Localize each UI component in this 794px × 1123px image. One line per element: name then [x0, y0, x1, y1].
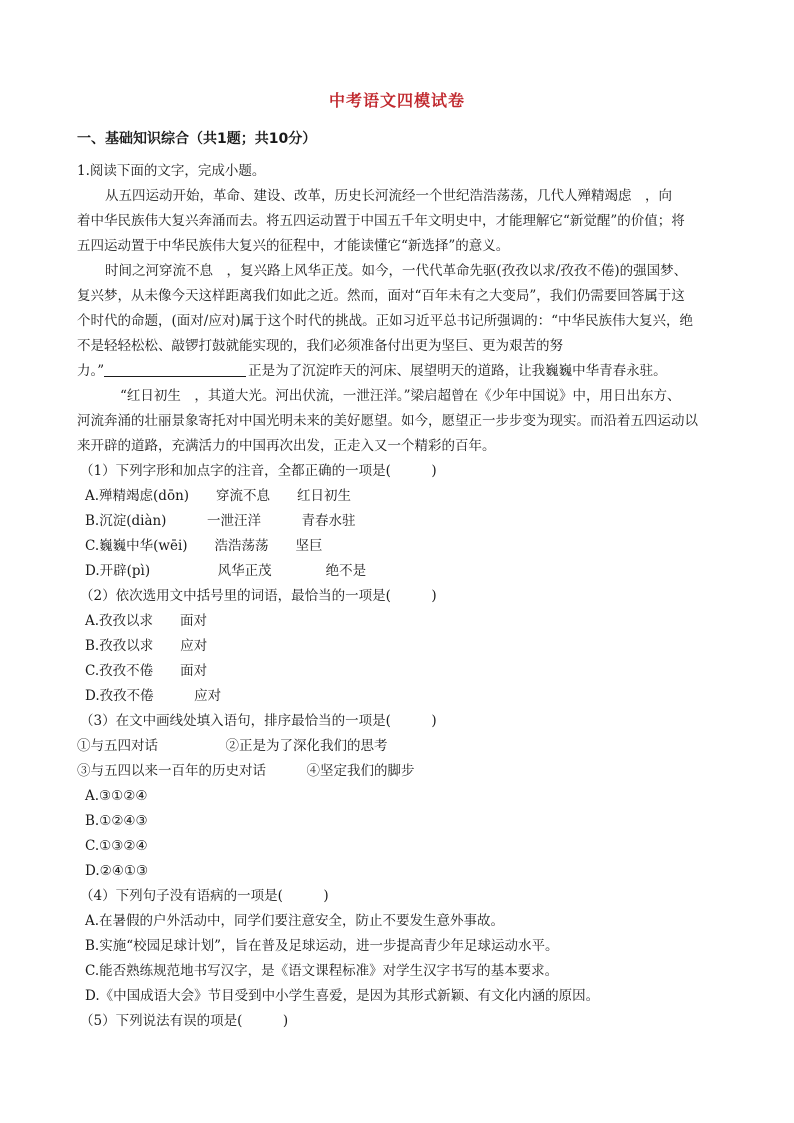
sentence-items: ③与五四以来一百年的历史对话 ④坚定我们的脚步: [77, 763, 415, 779]
option-d: D.孜孜不倦 应对: [85, 688, 222, 704]
passage-line: 时间之河穿流不息 ，复兴路上风华正茂。如今，一代代革命先驱(孜孜以求/孜孜不倦)的强国梦、: [105, 263, 688, 279]
option-c: C.巍巍中华(wēi) 浩浩荡荡 坚巨: [85, 538, 323, 554]
option-b: B.①②④③: [85, 813, 148, 829]
option-d: D.开辟(pì) 风华正茂 绝不是: [85, 563, 367, 579]
passage-line: 来开辟的道路，充满活力的中国再次出发，正走入又一个精彩的百年。: [77, 438, 496, 454]
question-stem: （5）下列说法有误的项是( ): [80, 1013, 289, 1029]
option-b: B.实施“校园足球计划”，旨在普及足球运动，进一步提高青少年足球运动水平。: [85, 938, 559, 954]
passage-line: 河流奔涌的壮丽景象寄托对中国光明未来的美好愿望。如今，愿望正一步步变为现实。而沿着五四运动以: [77, 413, 698, 429]
question-stem: （2）依次选用文中括号里的词语，最恰当的一项是( ): [80, 588, 437, 604]
passage-line: 五四运动置于中华民族伟大复兴的征程中，才能读懂它“新选择”的意义。: [77, 238, 510, 254]
option-a: A.在暑假的户外活动中，同学们要注意安全，防止不要发生意外事故。: [85, 913, 505, 929]
option-a: A.孜孜以求 面对: [85, 613, 208, 629]
option-c: C.①③②④: [85, 838, 148, 854]
passage-text: 正是为了沉淀昨天的河床、展望明天的道路，让我巍巍中华青春永驻。: [248, 363, 667, 379]
section-heading: 一、基础知识综合（共1题；共10分）: [77, 131, 317, 147]
fill-in-blank: [104, 362, 246, 377]
question-stem: （3）在文中画线处填入语句，排序最恰当的一项是( ): [80, 713, 437, 729]
passage-line: 复兴梦，从未像今天这样距离我们如此之近。然而，面对“百年未有之大变局”，我们仍需要回答属于这: [77, 288, 685, 304]
passage-line: “红日初生 ，其道大光。河出伏流，一泄汪洋。”梁启超曾在《少年中国说》中，用日出东方、: [120, 388, 681, 404]
question-stem: （1）下列字形和加点字的注音，全都正确的一项是( ): [80, 463, 437, 479]
option-b: B.沉淀(diàn) 一泄汪洋 青春水驻: [85, 513, 356, 529]
option-b: B.孜孜以求 应对: [85, 638, 208, 654]
sentence-items: ①与五四对话 ②正是为了深化我们的思考: [77, 738, 388, 754]
option-a: A.③①②④: [85, 788, 148, 804]
option-d: D.《中国成语大会》节目受到中小学生喜爱，是因为其形式新颖、有文化内涵的原因。: [85, 988, 600, 1004]
passage-line: 个时代的命题，(面对/应对)属于这个时代的挑战。正如习近平总书记所强调的：“中华民族伟大复兴，绝: [77, 313, 693, 329]
option-a: A.殚精竭虑(dōn) 穿流不息 红日初生: [85, 488, 352, 504]
passage-line-with-blank: [77, 362, 717, 380]
passage-line: 不是轻轻松松、敲锣打鼓就能实现的，我们必须准备付出更为坚巨、更为艰苦的努: [77, 338, 563, 354]
option-c: C.能否熟练规范地书写汉字，是《语文课程标准》对学生汉字书写的基本要求。: [85, 963, 559, 979]
page-title: 中考语文四模试卷: [328, 91, 465, 110]
option-d: D.②④①③: [85, 863, 149, 879]
passage-line: 从五四运动开始，革命、建设、改革，历史长河流经一个世纪浩浩荡荡，几代人殚精竭虑 ，向: [105, 188, 672, 204]
passage-text: 力。”: [77, 363, 105, 379]
question-stem: （4）下列句子没有语病的一项是( ): [80, 888, 329, 904]
question-intro: 1.阅读下面的文字，完成小题。: [77, 163, 266, 179]
option-c: C.孜孜不倦 面对: [85, 663, 208, 679]
passage-line: 着中华民族伟大复兴奔涌而去。将五四运动置于中国五千年文明史中，才能理解它“新觉醒”的价值；将: [77, 213, 685, 229]
